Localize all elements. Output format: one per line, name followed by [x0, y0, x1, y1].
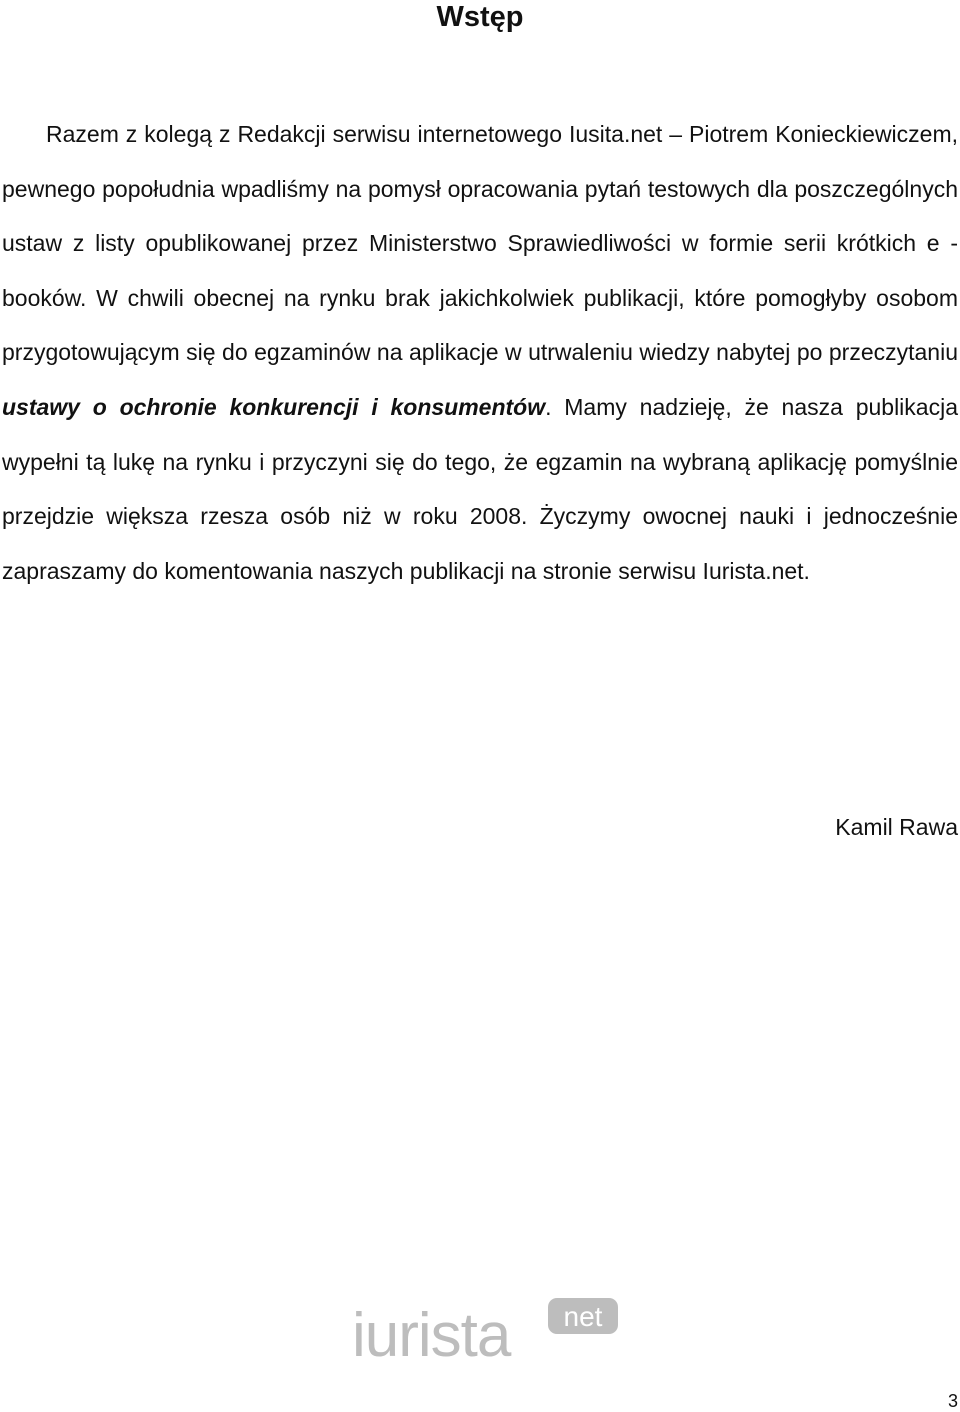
iurista-logo-graphic [352, 1296, 622, 1364]
intro-paragraph [2, 107, 958, 598]
page-title: Wstęp [436, 1, 524, 33]
paragraph-text-part2: . Mamy nadzieję, że nasza publikacja wypełni tą lukę na rynku i przyczyni się do tego, że egzamin na wybraną aplikację pomyślnie przejdzie większa rzesza osób niż w roku 2008. Życzymy owocnej nauki i jednocześnie zapraszamy do komentowania naszych publikacji na stronie serwisu Iurista.net. [2, 393, 958, 584]
paragraph-text-part1: Razem z kolegą z Redakcji serwisu internetowego Iusita.net – Piotrem Konieckiewiczem, pewnego popołudnia wpadliśmy na pomysł opracowania pytań testowych dla poszczególnych ustaw z listy opublikowanej przez Ministerstwo Sprawiedliwości w formie serii krótkich e - booków. W chwili obecnej na rynku brak jakichkolwiek publikacji, które pomogłyby osobom przygotowującym się do egzaminów na aplikacje w utrwaleniu wiedzy nabytej po przeczytaniu [2, 121, 958, 366]
iurista-logo [352, 1296, 622, 1369]
law-title-emphasis: ustawy o ochronie konkurencji i konsumentów [2, 393, 546, 420]
logo-badge-text: net [563, 1301, 603, 1332]
author-signature: Kamil Rawa [835, 814, 958, 840]
logo-wordmark: iurista [352, 1301, 511, 1364]
page-number: 3 [947, 1391, 958, 1411]
